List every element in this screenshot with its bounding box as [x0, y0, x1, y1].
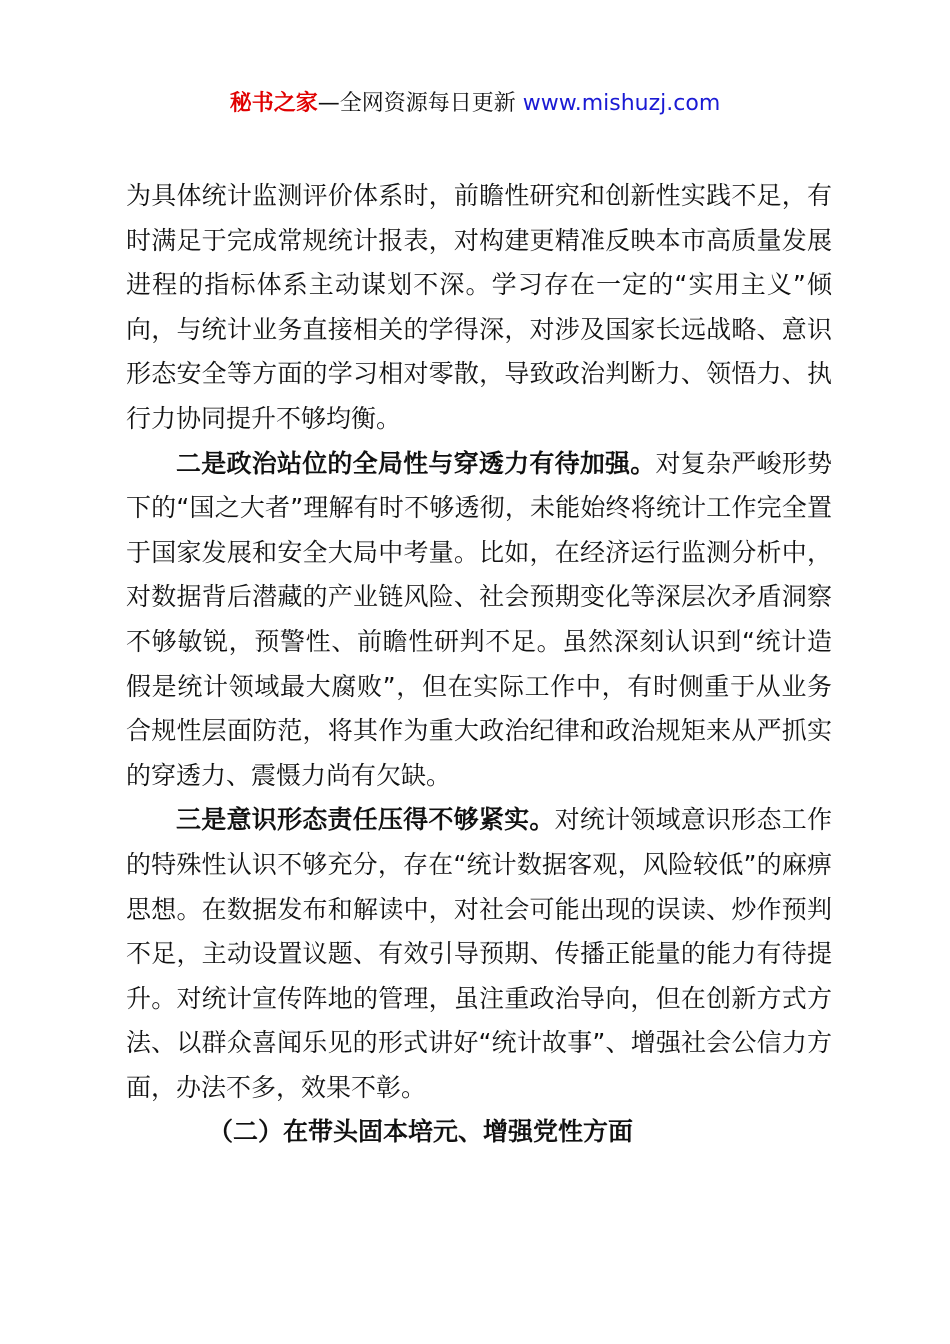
paragraph-lead-bold: 二是政治站位的全局性与穿透力有待加强。 [176, 448, 656, 478]
header-tagline: —全网资源每日更新 [317, 91, 523, 116]
brand-name: 秘书之家 [229, 91, 318, 116]
paragraph-lead-bold: 三是意识形态责任压得不够紧实。 [176, 805, 555, 835]
document-body [126, 174, 832, 1155]
page-header [0, 88, 950, 120]
site-url-link[interactable]: www.mishuzj.com [522, 91, 721, 116]
section-heading: （二）在带头固本培元、增强党性方面 [208, 1117, 634, 1147]
paragraph-body-text: 对复杂严峻形势下的“国之大者”理解有时不够透彻，未能始终将统计工作完全置于国家发展和安全大局中考量。比如，在经济运行监测分析中，对数据背后潜藏的产业链风险、社会预期变化等深层次矛盾洞察不够敏锐，预警性、前瞻性研判不足。虽然深刻认识到“统计造假是统计领域最大腐败”，但在实际工作中，有时侧重于从业务合规性层面防范，将其作为重大政治纪律和政治规矩来从严抓实的穿透力、震慑力尚有欠缺。 [126, 448, 832, 790]
paragraph-continued: 为具体统计监测评价体系时，前瞻性研究和创新性实践不足，有时满足于完成常规统计报表，对构建更精准反映本市高质量发展进程的指标体系主动谋划不深。学习存在一定的“实用主义”倾向，与统计业务直接相关的学得深，对涉及国家长远战略、意识形态安全等方面的学习相对零散，导致政治判断力、领悟力、执行力协同提升不够均衡。 [126, 181, 832, 433]
paragraph-body-text: 对统计领域意识形态工作的特殊性认识不够充分，存在“统计数据客观，风险较低”的麻痹思想。在数据发布和解读中，对社会可能出现的误读、炒作预判不足，主动设置议题、有效引导预期、传播正能量的能力有待提升。对统计宣传阵地的管理，虽注重政治导向，但在创新方式方法、以群众喜闻乐见的形式讲好“统计故事”、增强社会公信力方面，办法不多，效果不彰。 [126, 805, 832, 1102]
paragraph-political-stance [126, 442, 832, 799]
paragraph-ideology-responsibility [126, 798, 832, 1110]
